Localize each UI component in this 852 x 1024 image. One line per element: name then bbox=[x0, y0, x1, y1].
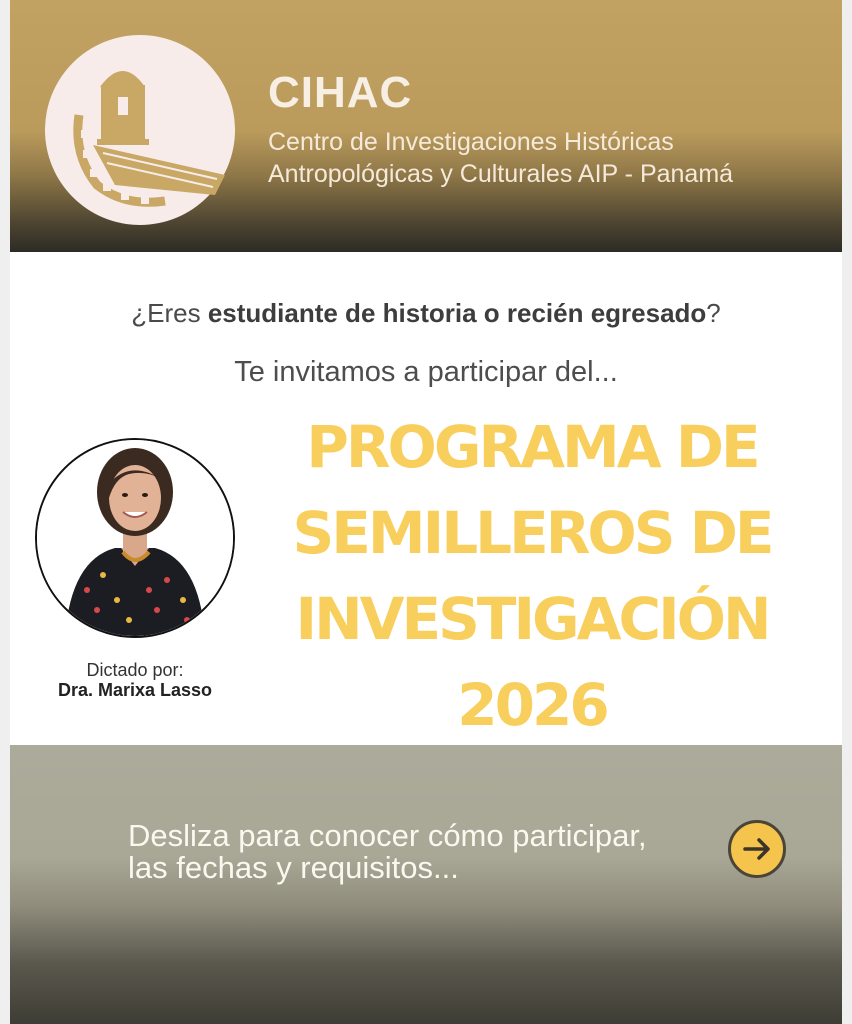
question-prefix: ¿Eres bbox=[131, 298, 208, 328]
brand-subtitle bbox=[268, 126, 733, 190]
cta-text bbox=[128, 820, 647, 884]
header-banner bbox=[10, 0, 842, 252]
arrow-right-icon bbox=[731, 823, 783, 875]
cta-line-1: Desliza para conocer cómo participar, bbox=[128, 818, 647, 853]
program-title-line-2: SEMILLEROS DE bbox=[292, 499, 772, 567]
subtitle-line-1: Centro de Investigaciones Históricas bbox=[268, 128, 674, 156]
program-title bbox=[242, 404, 822, 748]
speaker-photo bbox=[35, 438, 235, 638]
question-bold: estudiante de historia o recién egresado bbox=[207, 298, 707, 328]
cta-line-2: las fechas y requisitos... bbox=[128, 850, 459, 885]
program-title-line-3: INVESTIGACIÓN bbox=[295, 585, 769, 653]
question-suffix: ? bbox=[706, 298, 721, 328]
main-content bbox=[10, 252, 842, 745]
speaker-name: Dra. Marixa Lasso bbox=[57, 680, 213, 700]
program-title-line-4: 2026 bbox=[457, 671, 607, 739]
question-text bbox=[10, 298, 842, 329]
program-title-line-1: PROGRAMA DE bbox=[306, 413, 758, 481]
next-button[interactable] bbox=[728, 820, 786, 878]
subtitle-line-2: Antropológicas y Culturales AIP - Panamá bbox=[268, 160, 734, 188]
flyer bbox=[10, 0, 842, 1024]
speaker-label: Dictado por: bbox=[86, 660, 184, 680]
brand-title: CIHAC bbox=[268, 68, 413, 117]
footer-banner bbox=[10, 745, 842, 1024]
cihac-logo bbox=[45, 35, 235, 225]
invite-text: Te invitamos a participar del... bbox=[234, 356, 618, 388]
